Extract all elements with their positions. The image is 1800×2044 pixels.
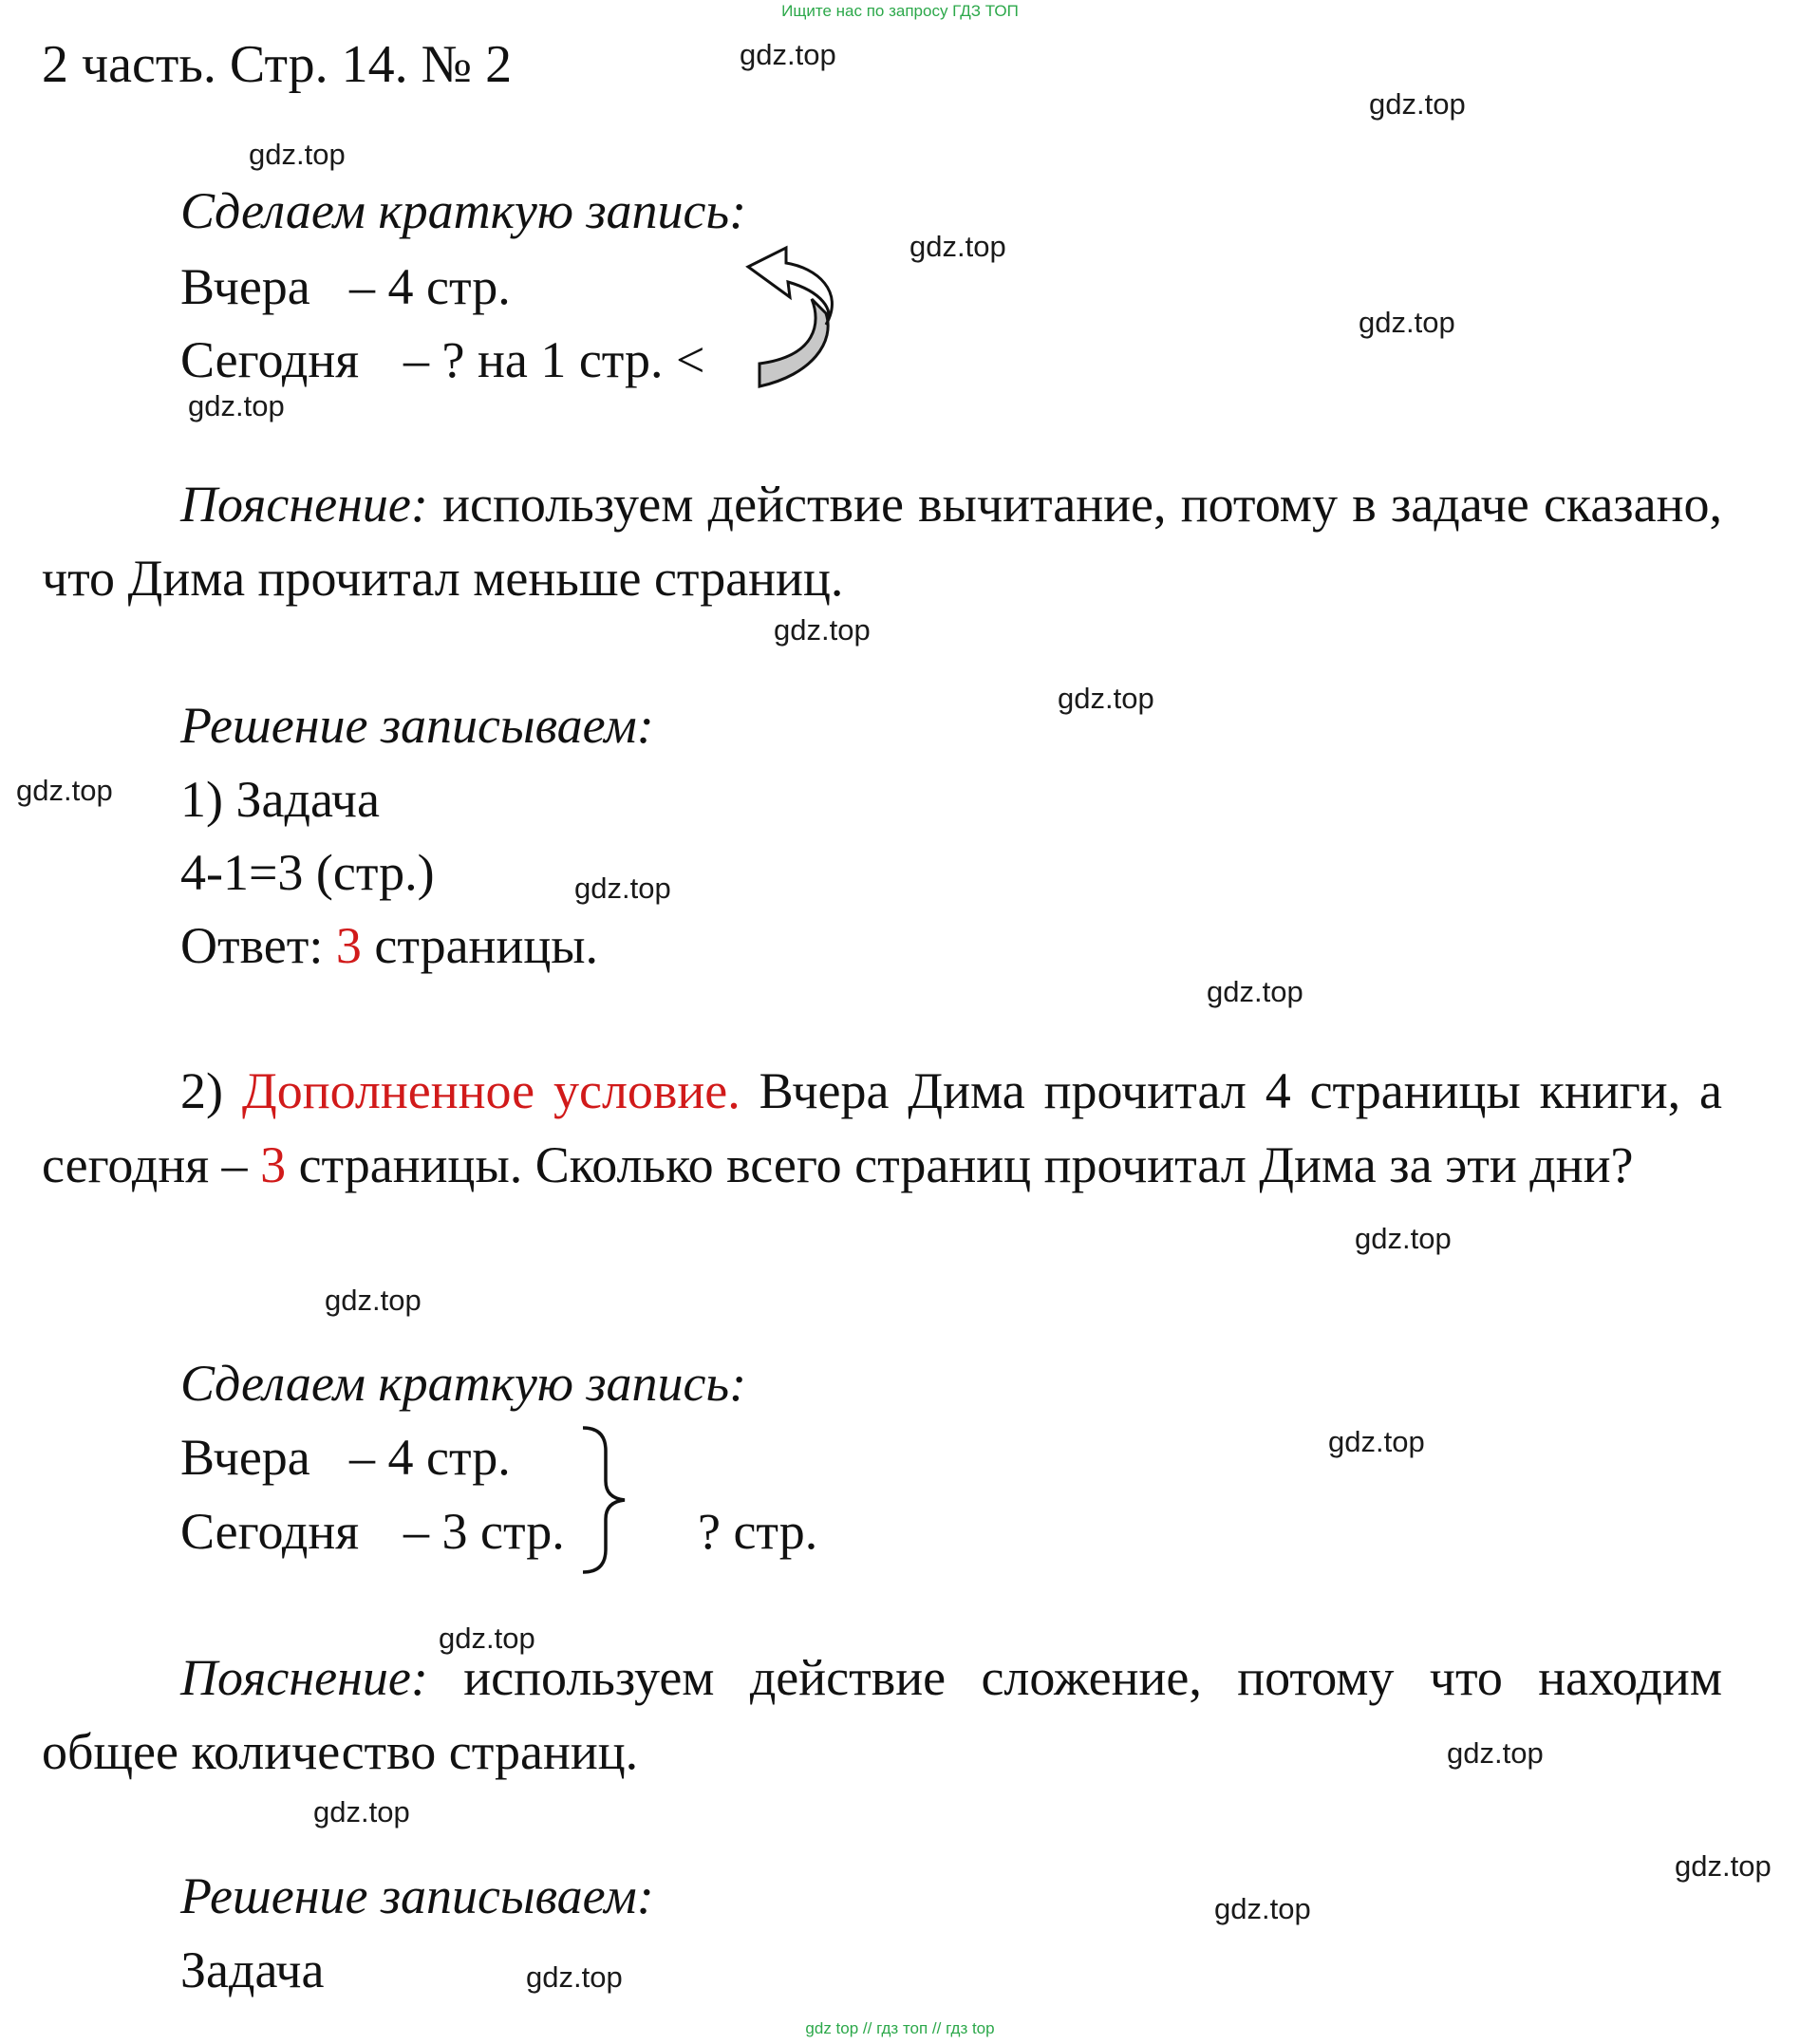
task-label-2: Задача xyxy=(180,1941,325,1998)
watermark: gdz.top xyxy=(1207,975,1303,1008)
watermark: gdz.top xyxy=(1675,1849,1772,1883)
explanation-label-1: Пояснение: xyxy=(180,476,428,533)
yesterday-value-2: – 4 стр. xyxy=(349,1429,511,1486)
condition-text-1: Вчера Дима прочитал 4 страницы книги, а сегодня – xyxy=(42,1062,1723,1193)
watermark: gdz.top xyxy=(1359,306,1455,339)
yesterday-label-2: Вчера xyxy=(180,1429,310,1486)
condition-text-2: страницы. Сколько всего страниц прочитал Дима за эти дни? xyxy=(298,1136,1634,1193)
page-title: 2 часть. Стр. 14. № 2 xyxy=(42,35,513,94)
watermark: gdz.top xyxy=(1369,87,1466,121)
watermark: gdz.top xyxy=(1058,682,1154,715)
watermark: gdz.top xyxy=(740,38,836,71)
watermark: gdz.top xyxy=(439,1622,535,1655)
answer-line-1 xyxy=(180,909,598,983)
watermark: gdz.top xyxy=(774,613,871,647)
condition-label: Дополненное условие. xyxy=(241,1062,741,1119)
explanation-text-1: используем действие вычитание, потому в задаче сказано, что Дима прочитал меньше страниц. xyxy=(42,476,1722,607)
part2-number: 2) xyxy=(180,1062,223,1119)
watermark: gdz.top xyxy=(909,230,1006,263)
today-value-1: – ? на 1 стр. < xyxy=(403,331,705,388)
watermark: gdz.top xyxy=(188,389,285,422)
watermark: gdz.top xyxy=(1328,1425,1425,1458)
short-note-heading-1: Сделаем краткую запись: xyxy=(180,182,747,239)
watermark: gdz.top xyxy=(1355,1222,1452,1255)
extended-condition xyxy=(42,1054,1722,1202)
top-banner[interactable]: Ищите нас по запросу ГДЗ ТОП xyxy=(781,2,1019,20)
answer-suffix: страницы. xyxy=(374,917,599,974)
explanation-1 xyxy=(42,467,1722,615)
watermark: gdz.top xyxy=(1214,1892,1311,1925)
explanation-label-2: Пояснение: xyxy=(180,1649,428,1706)
watermark: gdz.top xyxy=(249,138,346,171)
curved-arrow-icon xyxy=(741,242,845,394)
answer-number: 3 xyxy=(335,917,362,974)
short-note-heading-2: Сделаем краткую запись: xyxy=(180,1355,747,1412)
equation-1: 4-1=3 (стр.) xyxy=(180,844,435,901)
watermark: gdz.top xyxy=(16,774,113,807)
yesterday-value-1: – 4 стр. xyxy=(349,258,511,315)
yesterday-label-1: Вчера xyxy=(180,258,310,315)
curly-brace-icon xyxy=(579,1424,636,1576)
task-label-1: 1) Задача xyxy=(180,771,380,828)
solution-heading-2: Решение записываем: xyxy=(180,1867,654,1924)
footer-links[interactable]: gdz top // гдз топ // гдз top xyxy=(805,2019,995,2037)
condition-number: 3 xyxy=(260,1136,287,1193)
watermark: gdz.top xyxy=(313,1795,410,1828)
answer-prefix: Ответ: xyxy=(180,917,324,974)
watermark: gdz.top xyxy=(325,1284,422,1317)
today-value-2: – 3 стр. xyxy=(403,1503,565,1560)
today-label-2: Сегодня xyxy=(180,1503,360,1560)
today-label-1: Сегодня xyxy=(180,331,360,388)
watermark: gdz.top xyxy=(1447,1736,1544,1770)
total-label: ? стр. xyxy=(698,1503,818,1560)
explanation-text-2: используем действие сложение, потому что находим общее количество страниц. xyxy=(42,1649,1722,1780)
solution-heading-1: Решение записываем: xyxy=(180,697,654,754)
watermark: gdz.top xyxy=(574,872,671,905)
watermark: gdz.top xyxy=(526,1960,623,1994)
